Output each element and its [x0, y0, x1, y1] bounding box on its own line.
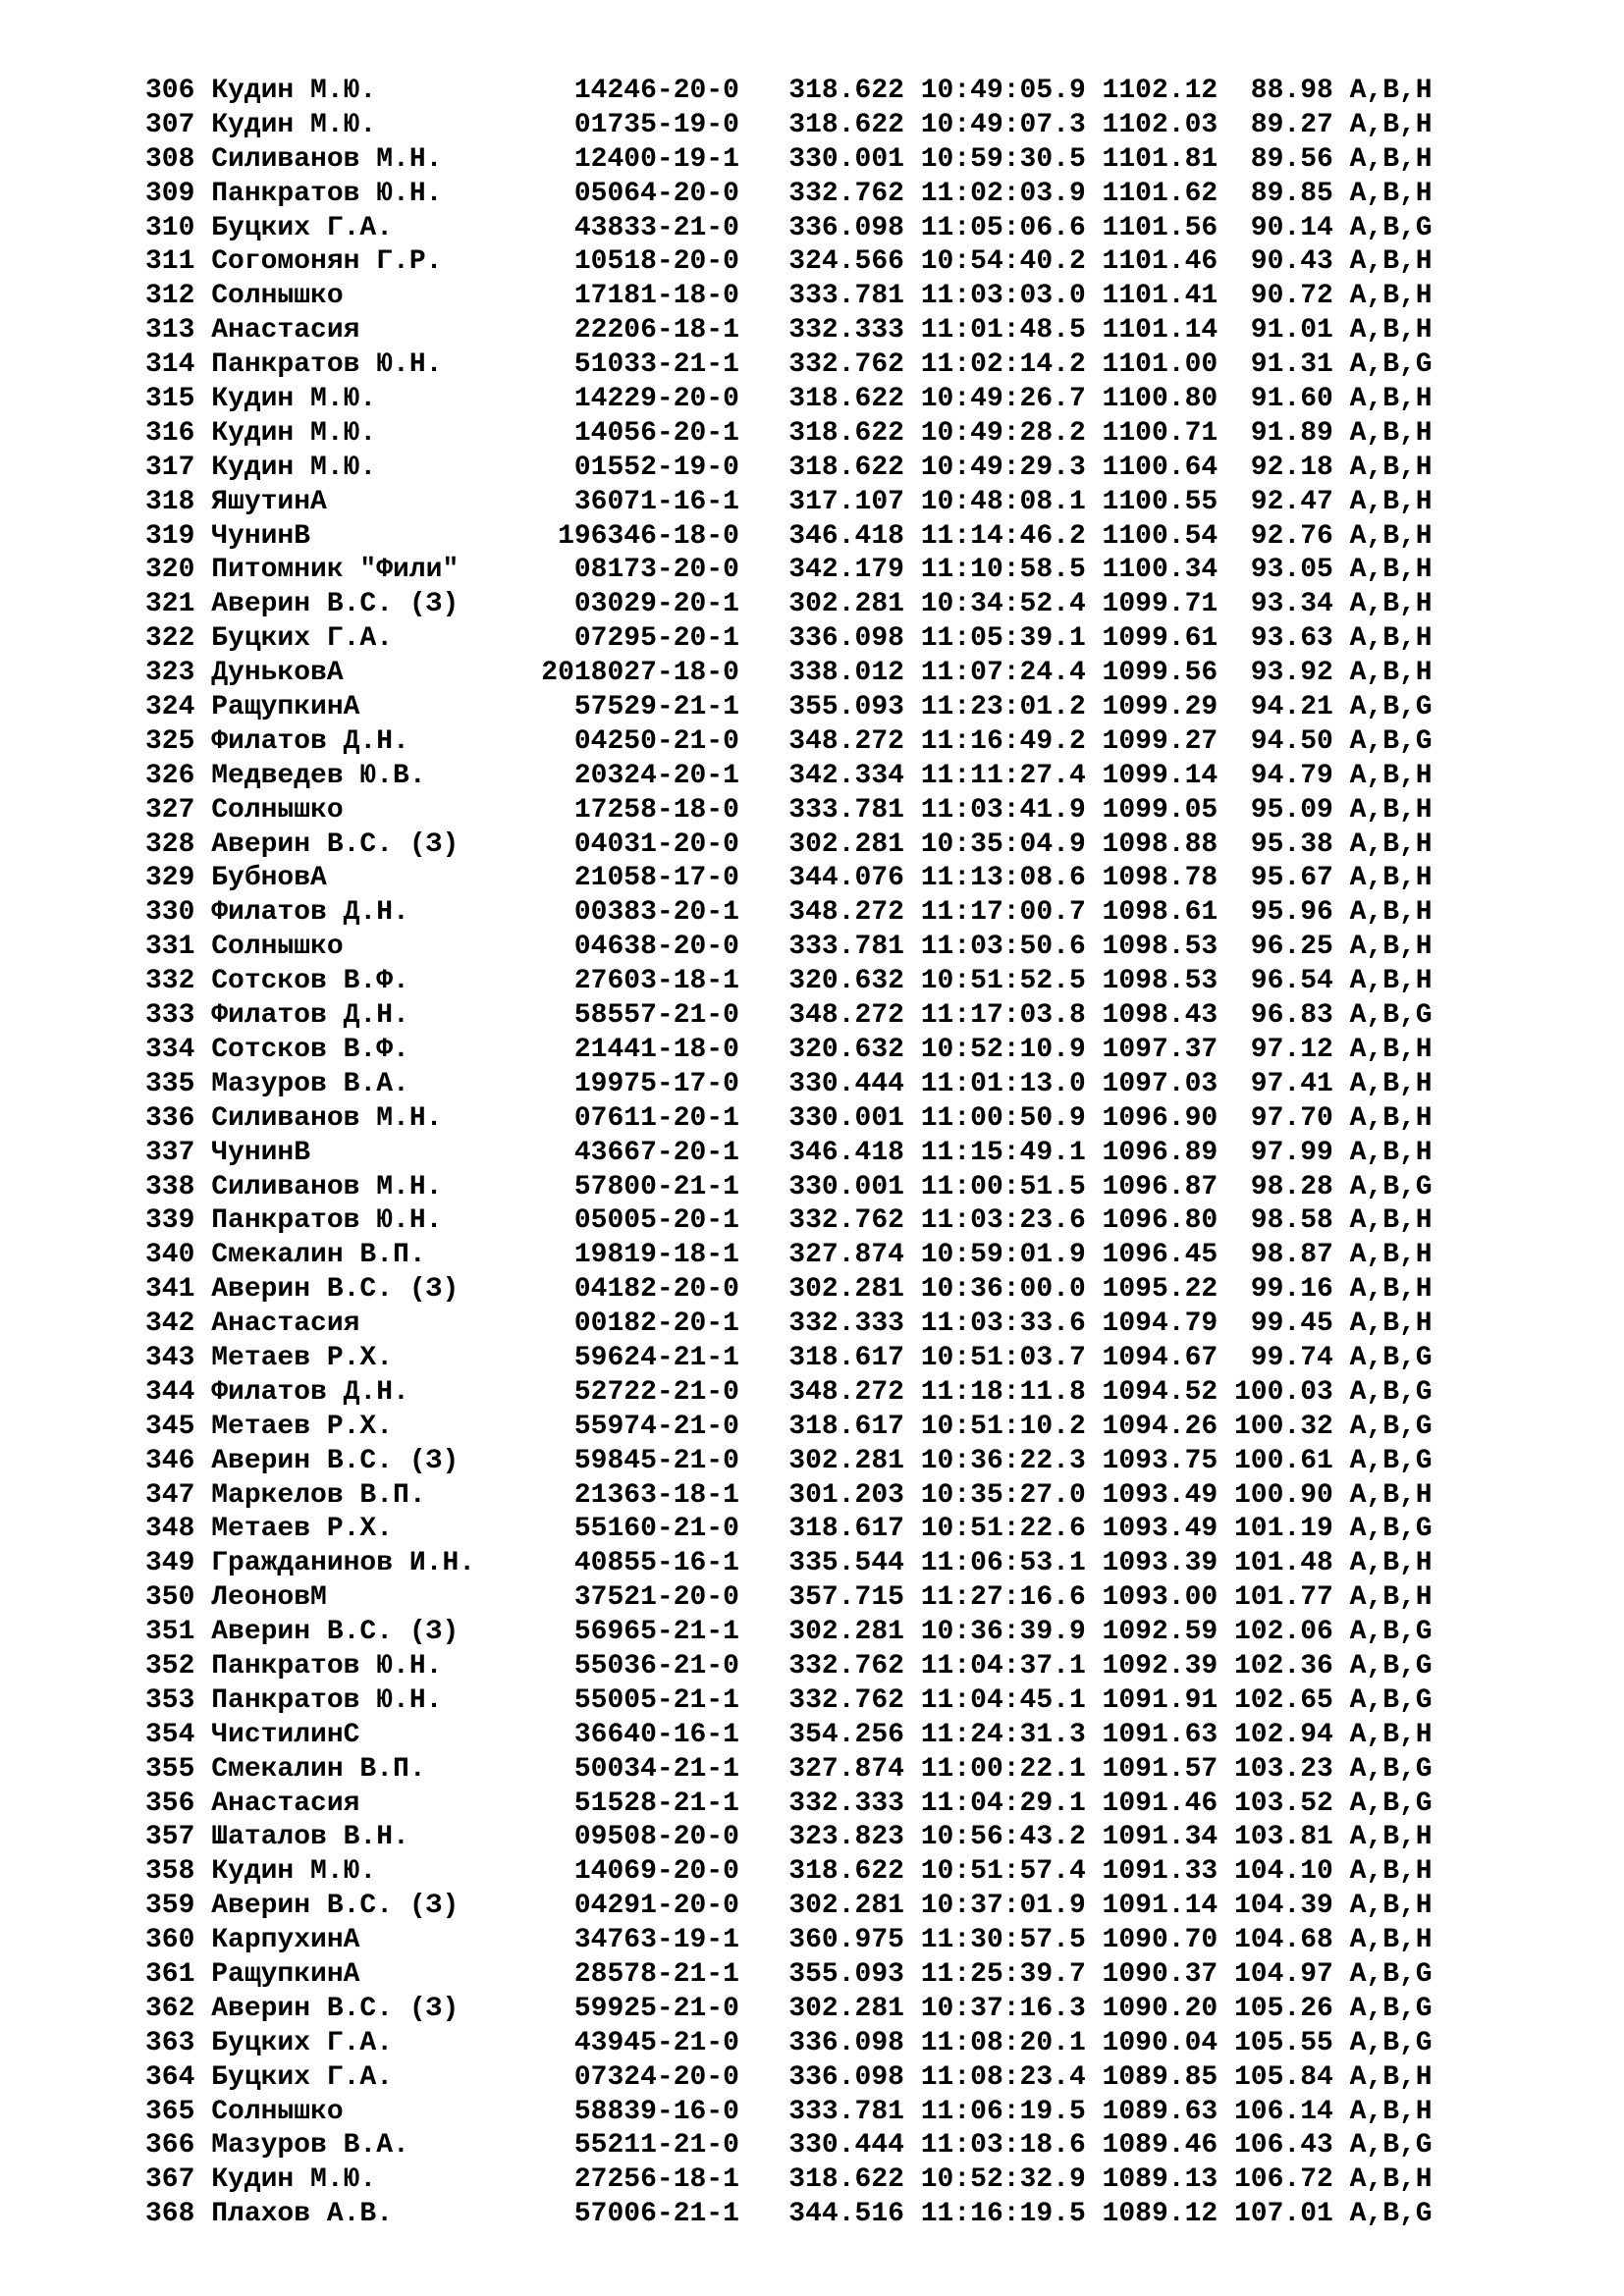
- result-row: 319 ЧунинВ 196346-18-0 346.418 11:14:46.2 1100.54 92.76 A,B,H: [145, 520, 1433, 552]
- result-row: 360 КарпухинА 34763-19-1 360.975 11:30:57.5 1090.70 104.68 A,B,H: [145, 1925, 1433, 1956]
- result-row: 326 Медведев Ю.В. 20324-20-1 342.334 11:11:27.4 1099.14 94.79 A,B,H: [145, 760, 1433, 791]
- results-list: [145, 75, 1433, 2232]
- result-row: 358 Кудин М.Ю. 14069-20-0 318.622 10:51:57.4 1091.33 104.10 A,B,H: [145, 1856, 1433, 1888]
- result-row: 320 Питомник "Фили" 08173-20-0 342.179 11:10:58.5 1100.34 93.05 A,B,H: [145, 555, 1433, 586]
- result-row: 327 Солнышко 17258-18-0 333.781 11:03:41.9 1099.05 95.09 A,B,H: [145, 794, 1433, 826]
- result-row: 310 Буцких Г.А. 43833-21-0 336.098 11:05:06.6 1101.56 90.14 A,B,G: [145, 212, 1433, 243]
- result-row: 355 Смекалин В.П. 50034-21-1 327.874 11:00:22.1 1091.57 103.23 A,B,G: [145, 1753, 1433, 1785]
- result-row: 368 Плахов А.В. 57006-21-1 344.516 11:16:19.5 1089.12 107.01 A,B,G: [145, 2199, 1433, 2230]
- result-row: 339 Панкратов Ю.Н. 05005-20-1 332.762 11:03:23.6 1096.80 98.58 A,B,H: [145, 1205, 1433, 1237]
- result-row: 338 Силиванов М.Н. 57800-21-1 330.001 11:00:51.5 1096.87 98.28 A,B,G: [145, 1171, 1433, 1202]
- result-row: 308 Силиванов М.Н. 12400-19-1 330.001 10:59:30.5 1101.81 89.56 A,B,H: [145, 143, 1433, 175]
- result-row: 332 Сотсков В.Ф. 27603-18-1 320.632 10:51:52.5 1098.53 96.54 A,B,H: [145, 966, 1433, 997]
- result-row: 349 Гражданинов И.Н. 40855-16-1 335.544 11:06:53.1 1093.39 101.48 A,B,H: [145, 1548, 1433, 1579]
- result-row: 323 ДуньковА 2018027-18-0 338.012 11:07:24.4 1099.56 93.92 A,B,H: [145, 658, 1433, 689]
- result-row: 309 Панкратов Ю.Н. 05064-20-0 332.762 11:02:03.9 1101.62 89.85 A,B,H: [145, 178, 1433, 209]
- result-row: 333 Филатов Д.Н. 58557-21-0 348.272 11:17:03.8 1098.43 96.83 A,B,G: [145, 1000, 1433, 1032]
- result-row: 352 Панкратов Ю.Н. 55036-21-0 332.762 11:04:37.1 1092.39 102.36 A,B,G: [145, 1650, 1433, 1682]
- result-row: 312 Солнышко 17181-18-0 333.781 11:03:03.0 1101.41 90.72 A,B,H: [145, 281, 1433, 312]
- result-row: 335 Мазуров В.А. 19975-17-0 330.444 11:01:13.0 1097.03 97.41 A,B,H: [145, 1068, 1433, 1099]
- result-row: 315 Кудин М.Ю. 14229-20-0 318.622 10:49:26.7 1100.80 91.60 A,B,H: [145, 384, 1433, 415]
- result-row: 364 Буцких Г.А. 07324-20-0 336.098 11:08:23.4 1089.85 105.84 A,B,H: [145, 2061, 1433, 2093]
- result-row: 351 Аверин В.С. (З) 56965-21-1 302.281 10:36:39.9 1092.59 102.06 A,B,G: [145, 1617, 1433, 1648]
- result-row: 363 Буцких Г.А. 43945-21-0 336.098 11:08:20.1 1090.04 105.55 A,B,G: [145, 2027, 1433, 2058]
- result-row: 328 Аверин В.С. (З) 04031-20-0 302.281 10:35:04.9 1098.88 95.38 A,B,H: [145, 828, 1433, 860]
- result-row: 361 РащупкинА 28578-21-1 355.093 11:25:39.7 1090.37 104.97 A,B,G: [145, 1958, 1433, 1990]
- result-row: 344 Филатов Д.Н. 52722-21-0 348.272 11:18:11.8 1094.52 100.03 A,B,G: [145, 1376, 1433, 1408]
- result-row: 337 ЧунинВ 43667-20-1 346.418 11:15:49.1 1096.89 97.99 A,B,H: [145, 1137, 1433, 1168]
- result-row: 322 Буцких Г.А. 07295-20-1 336.098 11:05:39.1 1099.61 93.63 A,B,H: [145, 623, 1433, 655]
- result-row: 356 Анастасия 51528-21-1 332.333 11:04:29.1 1091.46 103.52 A,B,G: [145, 1788, 1433, 1819]
- result-row: 341 Аверин В.С. (З) 04182-20-0 302.281 10:36:00.0 1095.22 99.16 A,B,H: [145, 1274, 1433, 1306]
- result-row: 331 Солнышко 04638-20-0 333.781 11:03:50.6 1098.53 96.25 A,B,H: [145, 932, 1433, 963]
- result-row: 348 Метаев Р.Х. 55160-21-0 318.617 10:51:22.6 1093.49 101.19 A,B,G: [145, 1514, 1433, 1545]
- result-row: 345 Метаев Р.Х. 55974-21-0 318.617 10:51:10.2 1094.26 100.32 A,B,G: [145, 1411, 1433, 1442]
- result-row: 306 Кудин М.Ю. 14246-20-0 318.622 10:49:05.9 1102.12 88.98 A,B,H: [145, 76, 1433, 106]
- result-row: 317 Кудин М.Ю. 01552-19-0 318.622 10:49:29.3 1100.64 92.18 A,B,H: [145, 452, 1433, 483]
- result-row: 325 Филатов Д.Н. 04250-21-0 348.272 11:16:49.2 1099.27 94.50 A,B,G: [145, 725, 1433, 757]
- result-row: 340 Смекалин В.П. 19819-18-1 327.874 10:59:01.9 1096.45 98.87 A,B,H: [145, 1240, 1433, 1271]
- result-row: 321 Аверин В.С. (З) 03029-20-1 302.281 10:34:52.4 1099.71 93.34 A,B,H: [145, 589, 1433, 620]
- result-row: 366 Мазуров В.А. 55211-21-0 330.444 11:03:18.6 1089.46 106.43 A,B,G: [145, 2130, 1433, 2162]
- result-row: 343 Метаев Р.Х. 59624-21-1 318.617 10:51:03.7 1094.67 99.74 A,B,G: [145, 1342, 1433, 1373]
- result-row: 316 Кудин М.Ю. 14056-20-1 318.622 10:49:28.2 1100.71 91.89 A,B,H: [145, 417, 1433, 449]
- result-row: 354 ЧистилинС 36640-16-1 354.256 11:24:31.3 1091.63 102.94 A,B,H: [145, 1719, 1433, 1750]
- result-row: 334 Сотсков В.Ф. 21441-18-0 320.632 10:52:10.9 1097.37 97.12 A,B,H: [145, 1034, 1433, 1065]
- result-row: 357 Шаталов В.Н. 09508-20-0 323.823 10:56:43.2 1091.34 103.81 A,B,H: [145, 1822, 1433, 1853]
- result-row: 313 Анастасия 22206-18-1 332.333 11:01:48.5 1101.14 91.01 A,B,H: [145, 315, 1433, 347]
- result-row: 336 Силиванов М.Н. 07611-20-1 330.001 11:00:50.9 1096.90 97.70 A,B,H: [145, 1102, 1433, 1134]
- result-row: 347 Маркелов В.П. 21363-18-1 301.203 10:35:27.0 1093.49 100.90 A,B,H: [145, 1479, 1433, 1511]
- result-row: 350 ЛеоновМ 37521-20-0 357.715 11:27:16.6 1093.00 101.77 A,B,H: [145, 1582, 1433, 1614]
- result-row: 346 Аверин В.С. (З) 59845-21-0 302.281 10:36:22.3 1093.75 100.61 A,B,G: [145, 1445, 1433, 1476]
- result-row: 318 ЯшутинА 36071-16-1 317.107 10:48:08.1 1100.55 92.47 A,B,H: [145, 486, 1433, 517]
- result-row: 311 Согомонян Г.Р. 10518-20-0 324.566 10:54:40.2 1101.46 90.43 A,B,H: [145, 246, 1433, 278]
- result-row: 314 Панкратов Ю.Н. 51033-21-1 332.762 11:02:14.2 1101.00 91.31 A,B,G: [145, 349, 1433, 381]
- result-row: 353 Панкратов Ю.Н. 55005-21-1 332.762 11:04:45.1 1091.91 102.65 A,B,G: [145, 1684, 1433, 1716]
- result-row: 365 Солнышко 58839-16-0 333.781 11:06:19.5 1089.63 106.14 A,B,H: [145, 2096, 1433, 2127]
- result-row: 342 Анастасия 00182-20-1 332.333 11:03:33.6 1094.79 99.45 A,B,H: [145, 1308, 1433, 1340]
- result-row: 359 Аверин В.С. (З) 04291-20-0 302.281 10:37:01.9 1091.14 104.39 A,B,H: [145, 1891, 1433, 1922]
- result-row: 362 Аверин В.С. (З) 59925-21-0 302.281 10:37:16.3 1090.20 105.26 A,B,G: [145, 1993, 1433, 2024]
- result-row: 307 Кудин М.Ю. 01735-19-0 318.622 10:49:07.3 1102.03 89.27 A,B,H: [145, 109, 1433, 140]
- result-row: 367 Кудин М.Ю. 27256-18-1 318.622 10:52:32.9 1089.13 106.72 A,B,H: [145, 2164, 1433, 2196]
- result-row: 330 Филатов Д.Н. 00383-20-1 348.272 11:17:00.7 1098.61 95.96 A,B,H: [145, 897, 1433, 929]
- result-row: 324 РащупкинА 57529-21-1 355.093 11:23:01.2 1099.29 94.21 A,B,G: [145, 692, 1433, 723]
- result-row: 329 БубновА 21058-17-0 344.076 11:13:08.6 1098.78 95.67 A,B,H: [145, 863, 1433, 894]
